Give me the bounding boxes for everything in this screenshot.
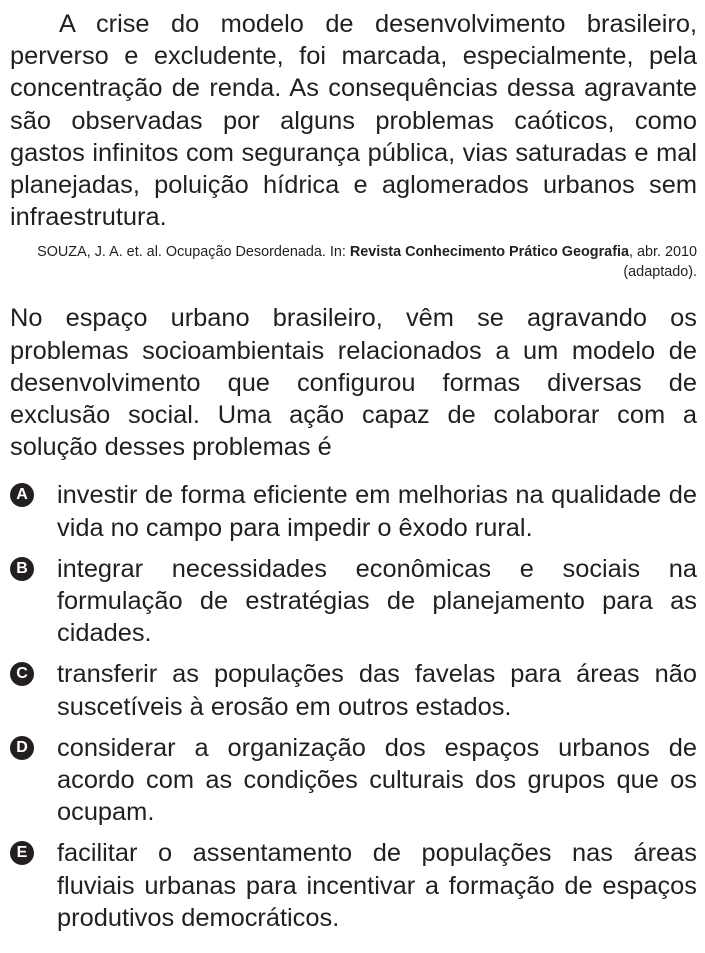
option-c-text: transferir as populações das favelas para áreas não suscetíveis à erosão em outros estados. bbox=[57, 660, 697, 721]
option-letter-e: E bbox=[10, 841, 34, 865]
option-e-text: facilitar o assentamento de populações nas áreas fluviais urbanas para incentivar a formação de espaços produtivos democráticos. bbox=[57, 839, 697, 932]
source-prefix: SOUZA, J. A. et. al. Ocupação Desordenada. In: bbox=[37, 244, 350, 261]
option-letter-c: C bbox=[10, 662, 34, 686]
option-c[interactable] bbox=[10, 658, 697, 722]
option-b-text: integrar necessidades econômicas e sociais na formulação de estratégias de planejamento para as cidades. bbox=[57, 554, 697, 648]
option-e[interactable] bbox=[10, 837, 697, 934]
exam-question bbox=[10, 8, 697, 943]
answer-options bbox=[10, 479, 697, 934]
passage-text: A crise do modelo de desenvolvimento brasileiro, perverso e excludente, foi marcada, especialmente, pela concentração de renda. As consequências dessa agravante são observadas por alguns problemas caóticos, como gastos infinitos com segurança pública, vias saturadas e mal planejadas, poluição hídrica e aglomerados urbanos sem infraestrutura. bbox=[10, 10, 697, 232]
option-a[interactable] bbox=[10, 479, 697, 543]
option-letter-d: D bbox=[10, 736, 34, 760]
option-d[interactable] bbox=[10, 732, 697, 829]
option-d-text: considerar a organização dos espaços urbanos de acordo com as condições culturais dos grupos que os ocupam. bbox=[57, 733, 697, 827]
source-suffix: , abr. 2010 (adaptado). bbox=[623, 244, 697, 281]
option-letter-b: B bbox=[10, 557, 34, 581]
question-stem: No espaço urbano brasileiro, vêm se agravando os problemas socioambientais relacionados a um modelo de desenvolvimento que configurou formas diversas de exclusão social. Uma ação capaz de colaborar com a solução desses problemas é bbox=[10, 304, 697, 462]
source-journal: Revista Conhecimento Prático Geografia bbox=[349, 244, 629, 261]
option-a-text: investir de forma eficiente em melhorias na qualidade de vida no campo para impedir o êxodo rural. bbox=[57, 481, 697, 542]
passage-source bbox=[10, 242, 697, 282]
option-b[interactable] bbox=[10, 553, 697, 650]
option-letter-a: A bbox=[10, 483, 34, 507]
